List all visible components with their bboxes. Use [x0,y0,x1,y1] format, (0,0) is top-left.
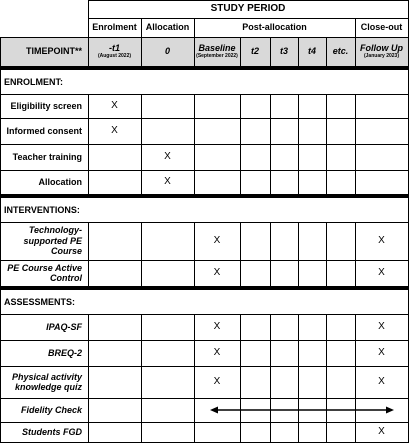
grid-line [88,222,89,286]
study-period-title: STUDY PERIOD [210,3,286,15]
grid-line [194,94,195,194]
section-separator [0,286,409,290]
grid-line [240,94,241,194]
grid-line [408,0,409,37]
section-separator [0,194,409,198]
grid-line [88,94,89,194]
grid-line [141,37,142,66]
section-title: INTERVENTIONS: [4,204,80,215]
x-mark: X [164,151,171,163]
row-label: Allocation [38,176,82,187]
border-top [88,0,408,1]
grid-line [326,94,327,194]
phase-header: Enrolment [92,22,137,33]
x-mark: X [378,426,385,438]
x-mark: X [213,347,221,359]
grid-line [88,18,408,19]
x-mark: X [378,376,385,388]
grid-line [194,222,195,286]
grid-line [88,314,89,442]
grid-line [326,37,327,66]
x-mark: X [378,235,385,247]
row-label: Technology-supported PE Course [23,225,82,257]
grid-line [0,37,408,38]
grid-line [240,222,241,286]
section-title: ENROLMENT: [4,76,63,87]
grid-line [298,94,299,194]
border-right [408,37,409,442]
timepoint-date: (September 2022) [196,53,238,60]
phase-header: Post-allocation [242,22,307,33]
grid-line [270,37,271,66]
grid-line [298,222,299,286]
border-left [0,37,1,442]
x-mark: X [378,347,385,359]
phase-header: Allocation [145,22,190,33]
grid-line [194,314,195,442]
grid-line [0,366,409,367]
x-mark: X [213,235,221,247]
grid-line [141,94,142,194]
row-label: Fidelity Check [20,404,82,415]
row-label: PE Course Active Control [7,262,82,283]
timepoint-name: t2 [250,46,259,57]
row-label: Teacher training [12,151,82,162]
x-mark: X [378,321,385,333]
grid-line [240,314,241,442]
arrow-head-right [386,407,394,414]
timepoint-date: (January 2023) [363,53,400,60]
x-mark: X [164,176,171,188]
grid-line [194,18,195,37]
grid-line [355,94,356,194]
grid-line [240,37,241,66]
grid-line [141,222,142,286]
row-label: Physical activity knowledge quiz [11,371,82,392]
timepoint-name: 0 [164,46,170,57]
grid-line [88,37,89,66]
grid-line [355,314,356,442]
timepoint-name: Baseline [198,42,236,53]
grid-line [0,94,409,95]
grid-line [88,0,89,37]
x-mark: X [111,125,118,137]
grid-line [298,314,299,442]
x-mark: X [213,321,221,333]
row-label: IPAQ-SF [46,321,82,332]
grid-line [141,314,142,442]
grid-line [0,422,409,423]
grid-line [355,18,356,37]
timepoint-name: -t1 [109,42,120,53]
timepoint-name: t4 [307,46,316,57]
grid-line [270,94,271,194]
grid-line [0,144,409,145]
x-mark: X [378,267,385,279]
grid-line [270,314,271,442]
grid-line [141,18,142,37]
row-label: Informed consent [6,125,82,136]
x-mark: X [213,267,221,279]
x-mark: X [111,100,118,112]
section-title: ASSESSMENTS: [4,296,76,307]
grid-line [0,118,409,119]
grid-line [355,222,356,286]
grid-line [0,398,409,399]
grid-line [0,340,409,341]
timepoint-date: (August 2022) [97,53,132,60]
timepoint-name: Follow Up [360,42,403,53]
grid-line [194,37,195,66]
timepoint-name: t3 [279,46,288,57]
phase-header: Close-out [360,22,403,33]
timepoint-label: TIMEPOINT** [25,46,82,57]
x-mark: X [213,376,221,388]
grid-line [0,260,409,261]
section-separator [0,66,409,70]
grid-line [270,222,271,286]
grid-line [326,222,327,286]
row-label: Students FGD [22,426,82,437]
grid-line [0,170,409,171]
grid-line [355,37,356,66]
row-label: BREQ-2 [47,347,82,358]
grid-line [298,37,299,66]
arrow-head-left [210,407,218,414]
grid-line [0,314,409,315]
grid-line [326,314,327,442]
timepoint-name: etc. [332,46,349,57]
row-label: Eligibility screen [10,100,82,111]
grid-line [0,222,409,223]
